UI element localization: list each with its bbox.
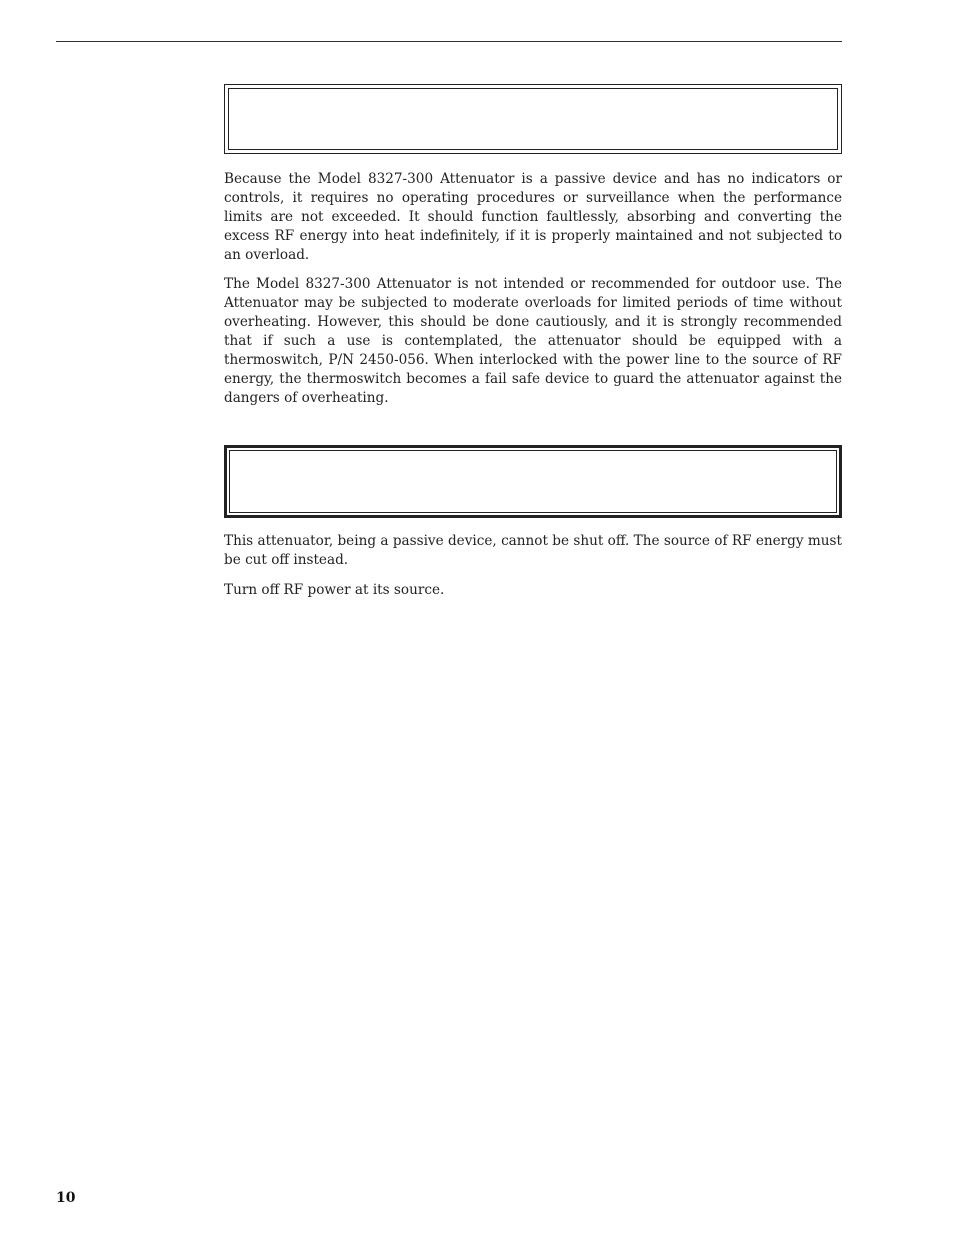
- shutdown-paragraph-2: Turn off RF power at its source.: [224, 582, 445, 598]
- shutdown-paragraph-1: This attenuator, being a passive device, cannot be shut off. The source of RF energy must be cut off instead.: [224, 533, 842, 568]
- header-rule: [56, 41, 842, 42]
- section-heading-box-operation: [224, 84, 842, 154]
- section-heading-box-shutdown: [224, 445, 842, 518]
- section-heading-box-inner: [229, 450, 837, 513]
- operation-paragraph-2: The Model 8327-300 Attenuator is not intended or recommended for outdoor use. The Attenuator may be subjected to moderate overloads for limited periods of time without overheating. However, this should be done cautiously, and it is strongly recommended that if such a use is contemplated, the attenuator should be equipped with a thermoswitch, P/N 2450-056. When interlocked with the power line to the source of RF energy, the thermoswitch becomes a fail safe device to guard the attenuator against the dangers of overheating.: [224, 276, 842, 406]
- section-heading-box-inner: [228, 88, 838, 150]
- page-number: 10: [56, 1190, 76, 1206]
- operation-paragraph-1: Because the Model 8327-300 Attenuator is a passive device and has no indicators or controls, it requires no operating procedures or surveillance when the performance limits are not exceeded. It should function faultlessly, absorbing and converting the excess RF energy into heat indefinitely, if it is properly maintained and not subjected to an overload.: [224, 171, 842, 263]
